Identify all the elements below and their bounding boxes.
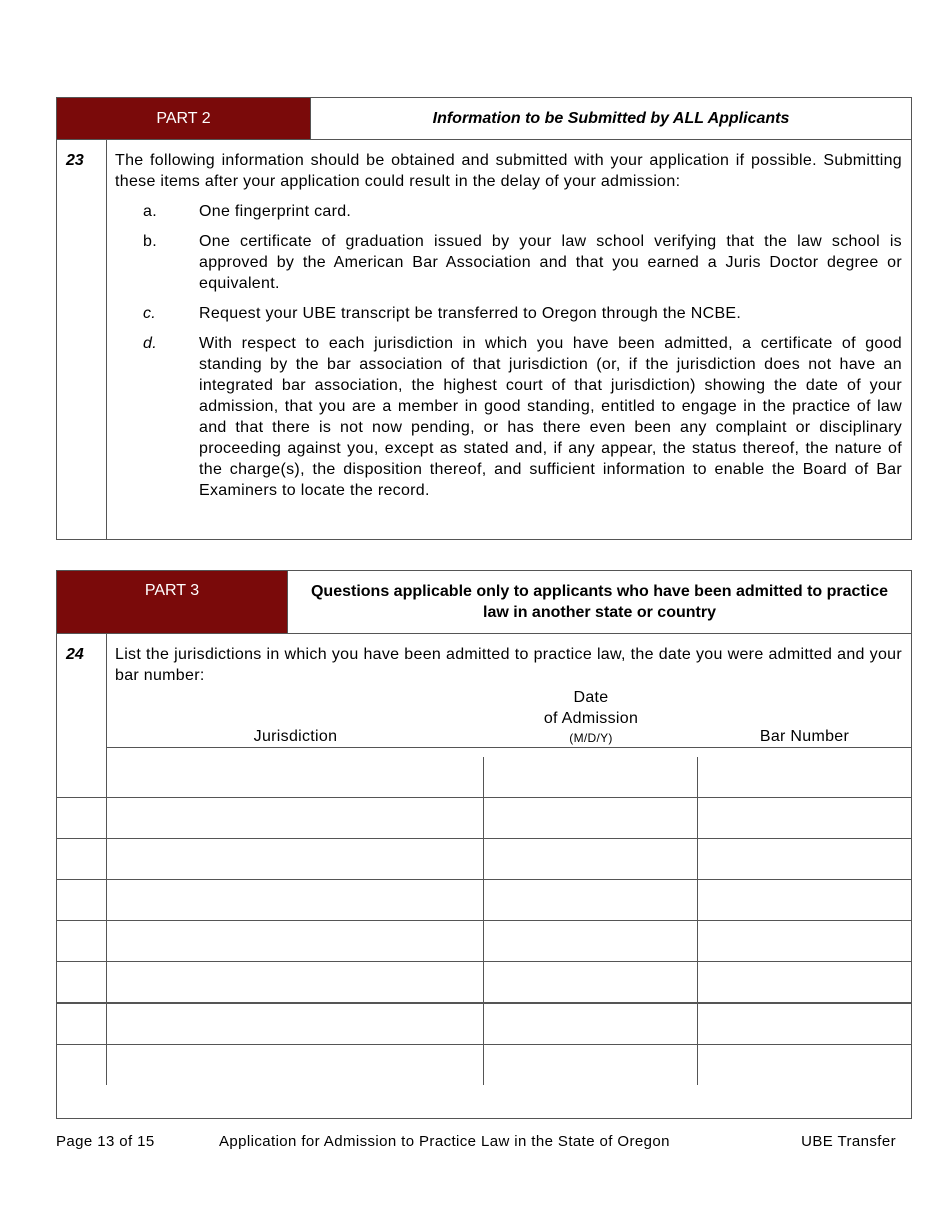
- footer-form: UBE Transfer: [801, 1133, 896, 1150]
- item-label: b.: [143, 233, 157, 250]
- table-row: [57, 962, 911, 1003]
- table-header: [107, 689, 911, 748]
- jurisdiction-field[interactable]: [107, 798, 484, 838]
- date-header: [484, 687, 698, 747]
- bar-number-field[interactable]: [698, 839, 911, 879]
- table-row: [57, 839, 911, 880]
- bar-number-header: Bar Number: [759, 728, 850, 745]
- jurisdiction-table: [57, 757, 911, 1085]
- footer-page: Page 13 of 15: [56, 1133, 155, 1150]
- table-row: [57, 757, 911, 798]
- date-header-line2: of Admission: [543, 710, 639, 727]
- date-field[interactable]: [484, 1045, 698, 1085]
- question-number-23: 23: [57, 140, 107, 540]
- bar-number-field[interactable]: [698, 798, 911, 838]
- table-row: [57, 921, 911, 962]
- part3-section: [56, 570, 912, 1119]
- date-field[interactable]: [484, 798, 698, 838]
- jurisdiction-field[interactable]: [107, 839, 484, 879]
- jurisdiction-field[interactable]: [107, 1045, 484, 1085]
- item-label: d.: [143, 335, 157, 352]
- date-field[interactable]: [484, 921, 698, 961]
- part2-label: PART 2: [57, 98, 311, 139]
- bar-number-field[interactable]: [698, 1045, 911, 1085]
- date-header-line1: Date: [573, 689, 609, 706]
- item-label: c.: [143, 305, 157, 322]
- footer-title: Application for Admission to Practice Law in the State of Oregon: [219, 1133, 670, 1150]
- table-row: [57, 1045, 911, 1085]
- bar-number-field[interactable]: [698, 962, 911, 1002]
- bar-number-field[interactable]: [698, 1004, 911, 1044]
- question-number-24: 24: [57, 634, 107, 757]
- part2-section: [56, 97, 912, 540]
- table-row: [57, 798, 911, 839]
- jurisdiction-field[interactable]: [107, 1004, 484, 1044]
- part2-header: [57, 98, 911, 140]
- part2-title: Information to be Submitted by ALL Applicants: [432, 109, 790, 127]
- bar-number-field[interactable]: [698, 880, 911, 920]
- item-text: One certificate of graduation issued by your law school verifying that the law school is approved by the American Bar Association and that you earned a Juris Doctor degree or equivalent.: [199, 233, 902, 292]
- jurisdiction-header: Jurisdiction: [253, 728, 338, 745]
- jurisdiction-field[interactable]: [107, 962, 484, 1002]
- part3-intro: List the jurisdictions in which you have been admitted to practice law, the date you were admitted and your bar number:: [115, 646, 902, 684]
- list-item: [115, 201, 902, 222]
- date-format: (M/D/Y): [569, 731, 613, 745]
- date-field[interactable]: [484, 1004, 698, 1044]
- date-field[interactable]: [484, 757, 698, 797]
- part3-header: [57, 571, 911, 634]
- list-item: [115, 303, 902, 324]
- item-text: Request your UBE transcript be transferred to Oregon through the NCBE.: [199, 305, 742, 322]
- list-item: [115, 333, 902, 501]
- item-label: a.: [143, 203, 157, 220]
- date-field[interactable]: [484, 962, 698, 1002]
- jurisdiction-field[interactable]: [107, 757, 484, 797]
- bar-number-field[interactable]: [698, 921, 911, 961]
- date-field[interactable]: [484, 880, 698, 920]
- item-text: One fingerprint card.: [199, 203, 352, 220]
- table-row: [57, 1003, 911, 1045]
- table-row: [57, 880, 911, 921]
- part3-title: Questions applicable only to applicants who have been admitted to practice law in another state or country: [310, 583, 888, 621]
- part3-label: PART 3: [57, 571, 288, 633]
- item-text: With respect to each jurisdiction in which you have been admitted, a certificate of good standing by the bar association of that jurisdiction (or, if the jurisdiction does not have an integrated bar association, the highest court of that jurisdiction) showing the date of your admission, that you are a member in good standing, entitled to engage in the practice of law and that there is not now pending, or has there even been any complaint or disciplinary proceeding against you, except as stated and, if any appear, the status thereof, the nature of the charge(s), the disposition thereof, and sufficient information to enable the Board of Bar Examiners to locate the record.: [199, 335, 902, 499]
- jurisdiction-field[interactable]: [107, 880, 484, 920]
- date-field[interactable]: [484, 839, 698, 879]
- jurisdiction-field[interactable]: [107, 921, 484, 961]
- bar-number-field[interactable]: [698, 757, 911, 797]
- part2-intro: The following information should be obtained and submitted with your application if possible. Submitting these items after your application could result in the delay of your admission:: [115, 152, 902, 190]
- list-item: [115, 231, 902, 294]
